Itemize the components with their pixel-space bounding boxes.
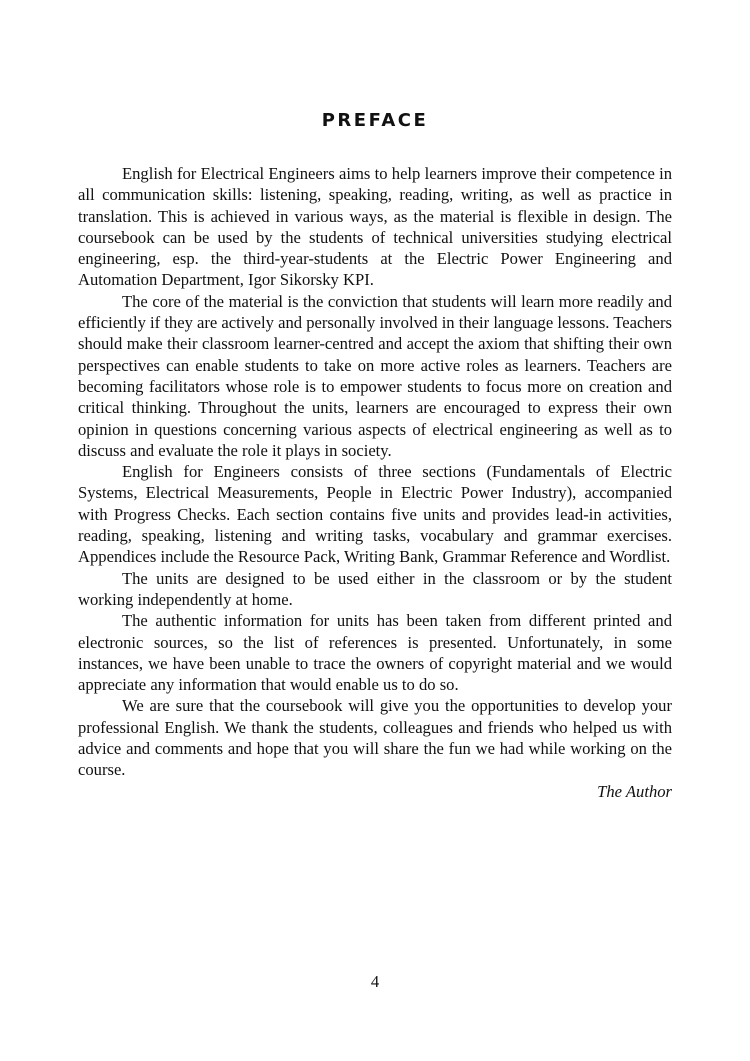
author-signature: The Author: [597, 781, 672, 801]
paragraph: We are sure that the coursebook will give you the opportunities to develop your professional English. We thank the students, colleagues and friends who helped us with advice and comments and hope that you will share the fun we had while working on the course.: [78, 696, 672, 780]
paragraph: The authentic information for units has been taken from different printed and electronic sources, so the list of references is presented. Unfortunately, in some instances, we have been unable to trace the owners of copyright material and we would appreciate any information that would enable us to do so.: [78, 611, 672, 695]
page-title: PREFACE: [321, 110, 429, 131]
paragraph: The units are designed to be used either in the classroom or by the student working independently at home.: [78, 568, 672, 609]
paragraph: The core of the material is the conviction that students will learn more readily and efficiently if they are actively and personally involved in their language lessons. Teachers should make their classroom learner-centred and accept the axiom that shifting their own perspectives can enable students to take on more active roles as learners. Teachers are becoming facilitators whose role is to empower students to focus more on creation and critical thinking. Throughout the units, learners are encouraged to express their own opinion in questions concerning various aspects of electrical engineering as well as to discuss and evaluate the role it plays in society.: [78, 291, 673, 460]
paragraph: English for Electrical Engineers aims to help learners improve their competence in all communication skills: listening, speaking, reading, writing, as well as practice in translation. This is achieved in various ways, as the material is flexible in design. The coursebook can be used by the students of technical universities studying electrical engineering, esp. the third-year-students at the Electric Power Engineering and Automation Department, Igor Sikorsky KPI.: [78, 164, 672, 290]
paragraph: English for Engineers consists of three sections (Fundamentals of Electric Systems, Electrical Measurements, People in Electric Power Industry), accompanied with Progress Checks. Each section contains five units and provides lead-in activities, reading, speaking, listening and writing tasks, vocabulary and grammar exercises. Appendices include the Resource Pack, Writing Bank, Grammar Reference and Wordlist.: [78, 462, 672, 567]
page-number: 4: [370, 972, 380, 991]
preface-body: [78, 163, 672, 802]
